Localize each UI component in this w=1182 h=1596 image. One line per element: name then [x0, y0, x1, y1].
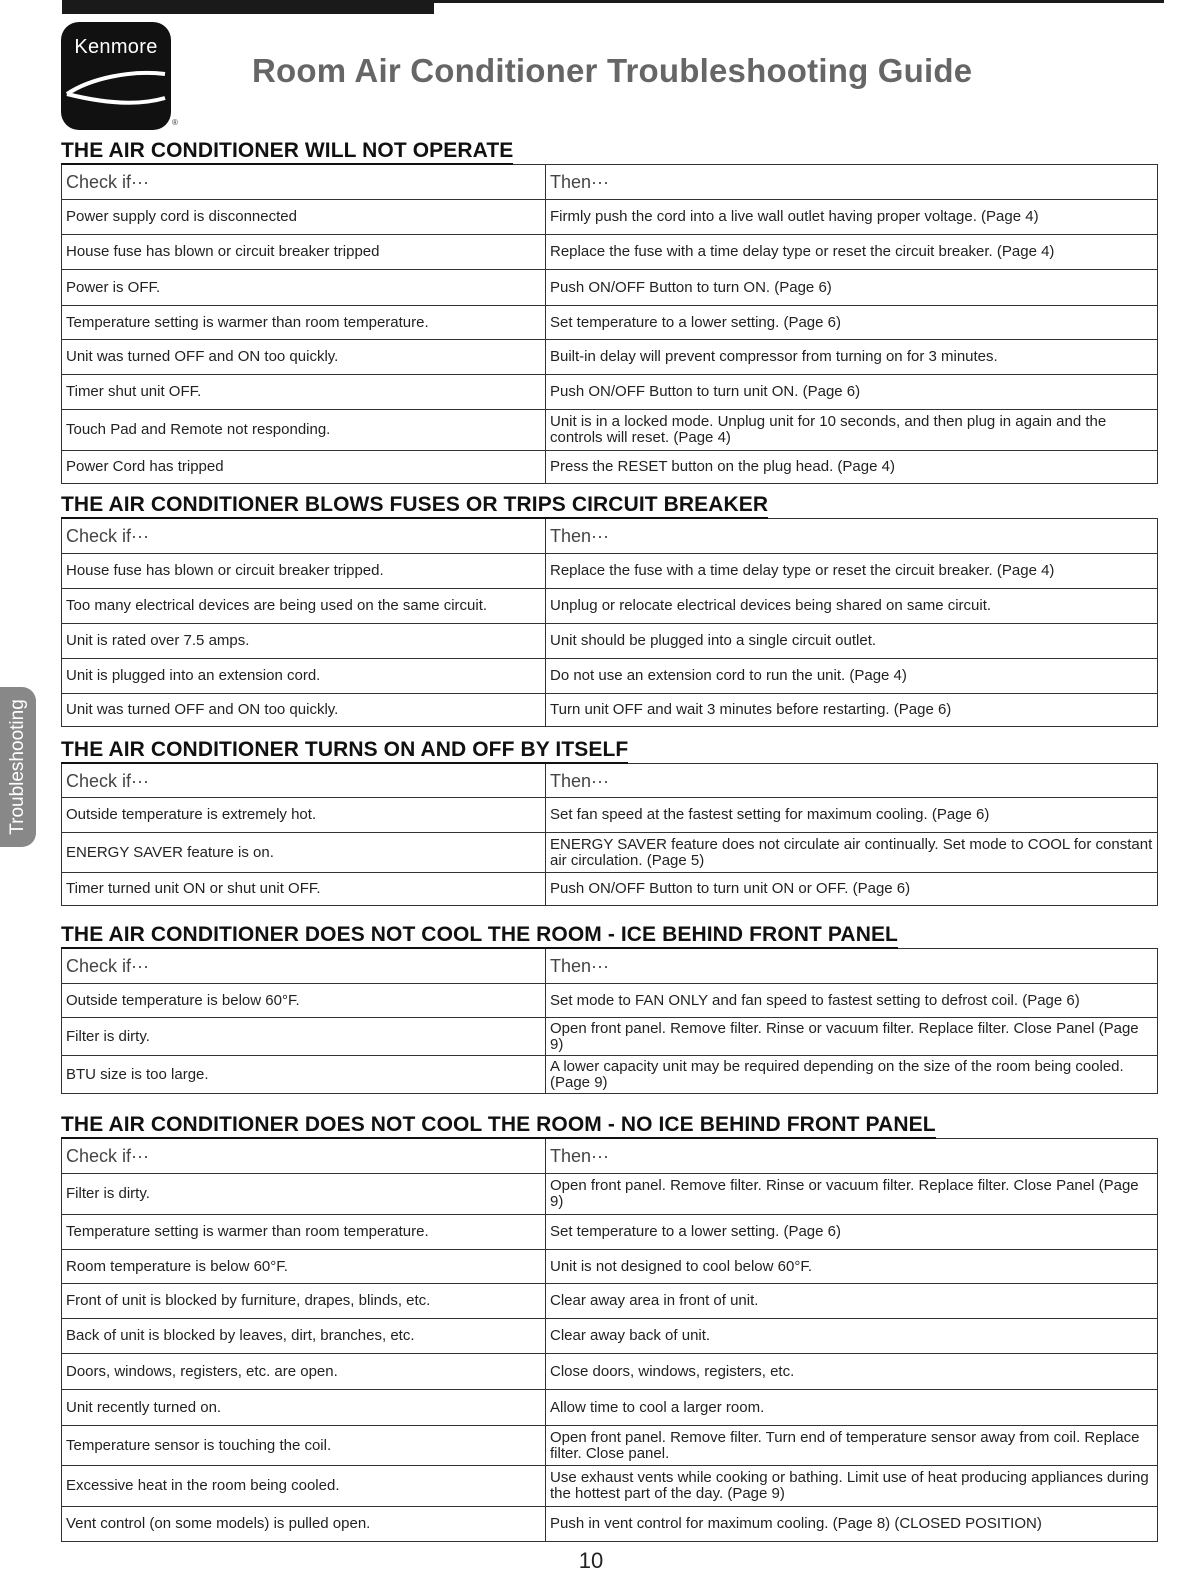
check-cell: Unit was turned OFF and ON too quickly.	[62, 694, 546, 727]
table-header-row	[62, 764, 1158, 798]
table-row	[62, 410, 1158, 451]
col-then-header: Then···	[546, 764, 1158, 798]
check-cell: Front of unit is blocked by furniture, drapes, blinds, etc.	[62, 1284, 546, 1319]
check-cell: Timer shut unit OFF.	[62, 375, 546, 410]
check-cell: Temperature sensor is touching the coil.	[62, 1426, 546, 1466]
then-cell: A lower capacity unit may be required depending on the size of the room being cooled. (Page 9)	[546, 1056, 1158, 1094]
then-cell: Unit is not designed to cool below 60°F.	[546, 1250, 1158, 1284]
check-cell: Too many electrical devices are being used on the same circuit.	[62, 589, 546, 624]
section-ice-behind-panel	[61, 922, 1158, 1094]
troubleshooting-table	[61, 1138, 1158, 1542]
section-will-not-operate	[61, 138, 1158, 484]
then-cell: Open front panel. Remove filter. Turn end of temperature sensor away from coil. Replace filter. Close panel.	[546, 1426, 1158, 1466]
col-then-header: Then···	[546, 519, 1158, 554]
logo-brand-text: Kenmore	[74, 36, 158, 58]
col-then-header: Then···	[546, 1139, 1158, 1174]
table-row	[62, 451, 1158, 484]
check-cell: Power is OFF.	[62, 270, 546, 306]
check-cell: Unit recently turned on.	[62, 1390, 546, 1426]
table-row	[62, 624, 1158, 659]
kenmore-logo	[61, 22, 171, 130]
then-cell: Push ON/OFF Button to turn ON. (Page 6)	[546, 270, 1158, 306]
then-cell: Press the RESET button on the plug head. (Page 4)	[546, 451, 1158, 484]
then-cell: Built-in delay will prevent compressor from turning on for 3 minutes.	[546, 340, 1158, 375]
then-cell: Replace the fuse with a time delay type or reset the circuit breaker. (Page 4)	[546, 235, 1158, 270]
check-cell: Unit was turned OFF and ON too quickly.	[62, 340, 546, 375]
check-cell: House fuse has blown or circuit breaker tripped.	[62, 554, 546, 589]
table-row	[62, 554, 1158, 589]
col-check-header: Check if···	[62, 764, 546, 798]
table-row	[62, 659, 1158, 694]
check-cell: Room temperature is below 60°F.	[62, 1250, 546, 1284]
table-row	[62, 270, 1158, 306]
check-cell: Temperature setting is warmer than room temperature.	[62, 306, 546, 340]
troubleshooting-table	[61, 948, 1158, 1094]
table-row	[62, 1354, 1158, 1390]
then-cell: Open front panel. Remove filter. Rinse or vacuum filter. Replace filter. Close Panel (Page 9)	[546, 1018, 1158, 1056]
page-title: Room Air Conditioner Troubleshooting Guide	[252, 52, 973, 89]
check-cell: BTU size is too large.	[62, 1056, 546, 1094]
then-cell: Unit is in a locked mode. Unplug unit for 10 seconds, and then plug in again and the controls will reset. (Page 4)	[546, 410, 1158, 451]
then-cell: Allow time to cool a larger room.	[546, 1390, 1158, 1426]
table-header-row	[62, 949, 1158, 984]
check-cell: Excessive heat in the room being cooled.	[62, 1466, 546, 1507]
check-cell: Power supply cord is disconnected	[62, 200, 546, 235]
section-blows-fuses	[61, 492, 1158, 727]
section-heading: THE AIR CONDITIONER BLOWS FUSES OR TRIPS CIRCUIT BREAKER	[61, 492, 1158, 518]
then-cell: Push in vent control for maximum cooling. (Page 8) (CLOSED POSITION)	[546, 1507, 1158, 1542]
then-cell: Close doors, windows, registers, etc.	[546, 1354, 1158, 1390]
then-cell: Set fan speed at the fastest setting for maximum cooling. (Page 6)	[546, 798, 1158, 833]
table-header-row	[62, 519, 1158, 554]
side-tab	[0, 687, 36, 847]
table-row	[62, 1056, 1158, 1094]
table-row	[62, 873, 1158, 906]
then-cell: ENERGY SAVER feature does not circulate air continually. Set mode to COOL for constant air circulation. (Page 5)	[546, 833, 1158, 873]
table-row	[62, 1018, 1158, 1056]
section-heading: THE AIR CONDITIONER TURNS ON AND OFF BY ITSELF	[61, 737, 1158, 763]
then-cell: Unit should be plugged into a single circuit outlet.	[546, 624, 1158, 659]
then-cell: Set mode to FAN ONLY and fan speed to fastest setting to defrost coil. (Page 6)	[546, 984, 1158, 1018]
then-cell: Unplug or relocate electrical devices being shared on same circuit.	[546, 589, 1158, 624]
col-check-header: Check if···	[62, 519, 546, 554]
troubleshooting-table	[61, 518, 1158, 727]
then-cell: Set temperature to a lower setting. (Page 6)	[546, 1215, 1158, 1250]
table-row	[62, 306, 1158, 340]
col-check-header: Check if···	[62, 949, 546, 984]
table-row	[62, 833, 1158, 873]
page-number: 10	[578, 1548, 604, 1573]
swoosh-icon	[61, 60, 171, 120]
then-cell: Turn unit OFF and wait 3 minutes before restarting. (Page 6)	[546, 694, 1158, 727]
then-cell: Clear away area in front of unit.	[546, 1284, 1158, 1319]
check-cell: Power Cord has tripped	[62, 451, 546, 484]
then-cell: Do not use an extension cord to run the unit. (Page 4)	[546, 659, 1158, 694]
table-row	[62, 694, 1158, 727]
table-header-row	[62, 165, 1158, 200]
then-cell: Replace the fuse with a time delay type or reset the circuit breaker. (Page 4)	[546, 554, 1158, 589]
table-row	[62, 589, 1158, 624]
table-row	[62, 798, 1158, 833]
table-row	[62, 1250, 1158, 1284]
table-row	[62, 1215, 1158, 1250]
header-bar	[62, 0, 1164, 14]
registered-mark: ®	[172, 118, 178, 127]
check-cell: ENERGY SAVER feature is on.	[62, 833, 546, 873]
check-cell: Filter is dirty.	[62, 1174, 546, 1215]
then-cell: Firmly push the cord into a live wall outlet having proper voltage. (Page 4)	[546, 200, 1158, 235]
then-cell: Set temperature to a lower setting. (Page 6)	[546, 306, 1158, 340]
table-row	[62, 375, 1158, 410]
check-cell: Timer turned unit ON or shut unit OFF.	[62, 873, 546, 906]
col-check-header: Check if···	[62, 165, 546, 200]
then-cell: Push ON/OFF Button to turn unit ON or OFF. (Page 6)	[546, 873, 1158, 906]
col-then-header: Then···	[546, 949, 1158, 984]
col-then-header: Then···	[546, 165, 1158, 200]
check-cell: House fuse has blown or circuit breaker tripped	[62, 235, 546, 270]
header-rule	[434, 0, 1164, 3]
table-row	[62, 1319, 1158, 1354]
then-cell: Use exhaust vents while cooking or bathing. Limit use of heat producing appliances during the hottest part of the day. (Page 9)	[546, 1466, 1158, 1507]
table-row	[62, 1174, 1158, 1215]
table-row	[62, 1426, 1158, 1466]
table-row	[62, 984, 1158, 1018]
check-cell: Back of unit is blocked by leaves, dirt, branches, etc.	[62, 1319, 546, 1354]
check-cell: Outside temperature is extremely hot.	[62, 798, 546, 833]
check-cell: Vent control (on some models) is pulled open.	[62, 1507, 546, 1542]
col-check-header: Check if···	[62, 1139, 546, 1174]
side-tab-label: Troubleshooting	[7, 699, 28, 835]
troubleshooting-table	[61, 164, 1158, 484]
then-cell: Clear away back of unit.	[546, 1319, 1158, 1354]
check-cell: Unit is plugged into an extension cord.	[62, 659, 546, 694]
header-bar-dark	[62, 0, 434, 14]
table-row	[62, 1390, 1158, 1426]
section-heading: THE AIR CONDITIONER WILL NOT OPERATE	[61, 138, 1158, 164]
then-cell: Open front panel. Remove filter. Rinse or vacuum filter. Replace filter. Close Panel (Page 9)	[546, 1174, 1158, 1215]
table-row	[62, 1284, 1158, 1319]
then-cell: Push ON/OFF Button to turn unit ON. (Page 6)	[546, 375, 1158, 410]
table-row	[62, 340, 1158, 375]
table-row	[62, 1466, 1158, 1507]
table-row	[62, 235, 1158, 270]
check-cell: Doors, windows, registers, etc. are open.	[62, 1354, 546, 1390]
table-row	[62, 1507, 1158, 1542]
table-header-row	[62, 1139, 1158, 1174]
check-cell: Outside temperature is below 60°F.	[62, 984, 546, 1018]
troubleshooting-table	[61, 763, 1158, 906]
check-cell: Filter is dirty.	[62, 1018, 546, 1056]
section-heading: THE AIR CONDITIONER DOES NOT COOL THE ROOM - ICE BEHIND FRONT PANEL	[61, 922, 1158, 948]
check-cell: Unit is rated over 7.5 amps.	[62, 624, 546, 659]
section-heading: THE AIR CONDITIONER DOES NOT COOL THE ROOM - NO ICE BEHIND FRONT PANEL	[61, 1112, 1158, 1138]
check-cell: Touch Pad and Remote not responding.	[62, 410, 546, 451]
check-cell: Temperature setting is warmer than room temperature.	[62, 1215, 546, 1250]
section-no-ice-behind-panel	[61, 1112, 1158, 1542]
table-row	[62, 200, 1158, 235]
section-turns-on-off	[61, 737, 1158, 906]
